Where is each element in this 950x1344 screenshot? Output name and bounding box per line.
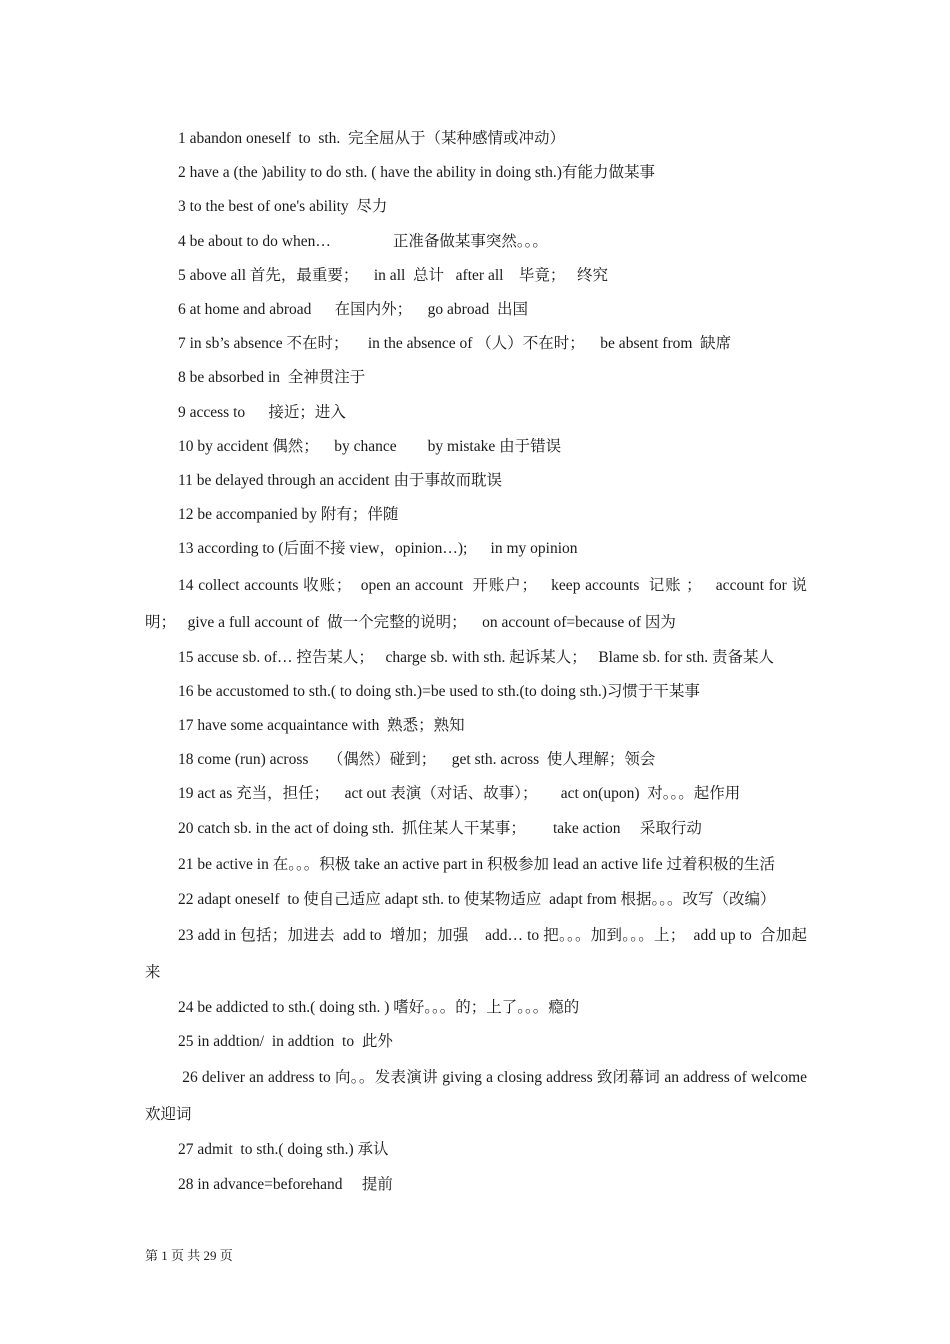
phrase-entry-15: 15 accuse sb. of… 控告某人； charge sb. with sth. 起诉某人； Blame sb. for sth. 责备某人 [178, 648, 774, 666]
phrase-entry-21: 21 be active in 在。。。积极 take an active part in 积极参加 lead an active life 过着积极的生活 [178, 855, 776, 873]
phrase-entry-23: 23 add in 包括；加进去 add to 增加；加强 add… to 把。。。加到。。。上； add up to 合加起来 [145, 927, 807, 982]
phrase-entry-16: 16 be accustomed to sth.( to doing sth.)=be used to sth.(to doing sth.)习惯于干某事 [178, 682, 700, 700]
phrase-entry-17: 17 have some acquaintance with 熟悉；熟知 [178, 717, 465, 735]
phrase-entry-3: 3 to the best of one's ability 尽力 [178, 198, 388, 216]
phrase-entry-27: 27 admit to sth.( doing sth.) 承认 [178, 1141, 389, 1159]
phrase-entry-11: 11 be delayed through an accident 由于事故而耽误 [178, 472, 502, 490]
phrase-entry-7: 7 in sb’s absence 不在时； in the absence of （人）不在时； be absent from 缺席 [178, 335, 732, 353]
phrase-entry-8: 8 be absorbed in 全神贯注于 [178, 369, 366, 387]
page-footer: 第 1 页 共 29 页 [145, 1248, 233, 1263]
phrase-entry-24: 24 be addicted to sth.( doing sth. ) 嗜好。。。的；上了。。。瘾的 [178, 999, 580, 1017]
phrase-list [145, 122, 811, 1202]
phrase-entry-20: 20 catch sb. in the act of doing sth. 抓住某人干某事； take action 采取行动 [178, 819, 702, 837]
phrase-entry-28: 28 in advance=beforehand 提前 [178, 1175, 393, 1193]
phrase-entry-25: 25 in addtion/ in addtion to 此外 [178, 1033, 393, 1051]
phrase-entry-4: 4 be about to do when… 正准备做某事突然。。。 [178, 232, 548, 250]
phrase-entry-9: 9 access to 接近；进入 [178, 403, 346, 421]
phrase-entry-12: 12 be accompanied by 附有；伴随 [178, 506, 399, 524]
phrase-entry-26: 26 deliver an address to 向。。发表演讲 giving a closing address 致闭幕词 an address of welcome 欢迎词 [145, 1069, 811, 1124]
phrase-entry-14: 14 collect accounts 收账； open an account 开账户； keep accounts 记账 ； account for 说明； give a full account of 做一个完整的说明； on account of=because of 因为 [145, 576, 807, 631]
phrase-entry-18: 18 come (run) across （偶然）碰到； get sth. across 使人理解；领会 [178, 751, 656, 769]
phrase-entry-2: 2 have a (the )ability to do sth. ( have the ability in doing sth.)有能力做某事 [178, 164, 655, 182]
phrase-entry-1: 1 abandon oneself to sth. 完全屈从于（某种感情或冲动） [178, 130, 566, 147]
phrase-entry-22: 22 adapt oneself to 使自己适应 adapt sth. to 使某物适应 adapt from 根据。。。改写（改编） [178, 890, 776, 908]
phrase-entry-5: 5 above all 首先，最重要； in all 总计 after all 毕竟； 终究 [178, 266, 609, 284]
phrase-entry-6: 6 at home and abroad 在国内外； go abroad 出国 [178, 301, 528, 319]
phrase-entry-10: 10 by accident 偶然； by chance by mistake 由于错误 [178, 437, 562, 455]
phrase-entry-19: 19 act as 充当，担任； act out 表演（对话、故事）； act on(upon) 对。。。起作用 [178, 785, 741, 803]
phrase-entry-13: 13 according to (后面不接 view，opinion…); in my opinion [178, 540, 578, 558]
